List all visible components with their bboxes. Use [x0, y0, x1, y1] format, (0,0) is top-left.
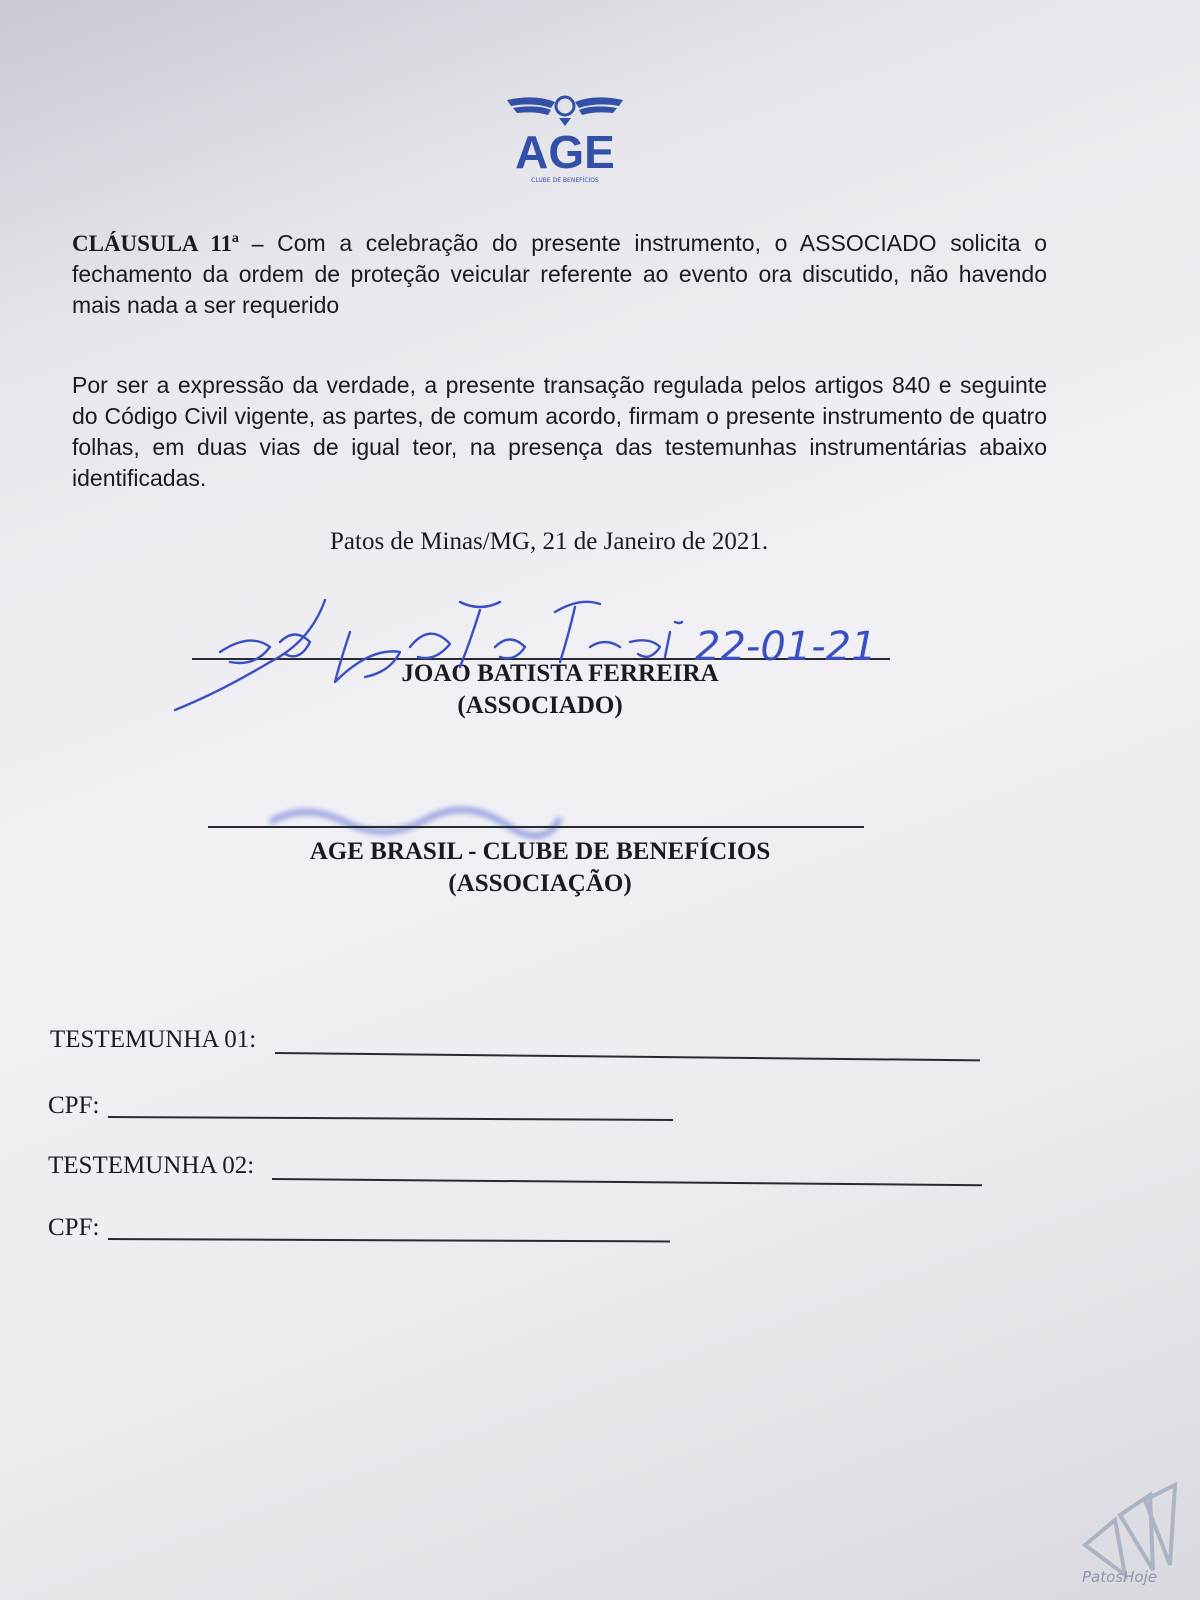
clause-label-wrap	[72, 231, 263, 256]
associacao-name: AGE BRASIL - CLUBE DE BENEFÍCIOS	[309, 838, 771, 865]
associacao-role: (ASSOCIAÇÃO)	[448, 870, 632, 897]
logo-tagline: CLUBE DE BENEFÍCIOS	[531, 177, 599, 184]
clause-11	[72, 228, 1047, 321]
witness-02-line[interactable]	[272, 1178, 982, 1186]
associado-name: JOAO BATISTA FERREIRA	[401, 660, 719, 687]
witness-02-cpf-line[interactable]	[108, 1238, 670, 1242]
associado-role: (ASSOCIADO)	[457, 692, 623, 719]
witness-01-line[interactable]	[275, 1052, 980, 1061]
age-logo	[485, 88, 645, 188]
witness-02-label: TESTEMUNHA 02:	[48, 1152, 255, 1179]
handwritten-signature	[160, 592, 920, 722]
place-date: Patos de Minas/MG, 21 de Janeiro de 2021.	[330, 528, 769, 555]
witness-01-label: TESTEMUNHA 01:	[50, 1026, 257, 1053]
closing-paragraph: Por ser a expressão da verdade, a presente transação regulada pelos artigos 840 e seguinte do Código Civil vigente, as partes, de comum acordo, firmam o presente instrumento de quatro folhas, em duas vias de igual teor, na presença das testemunhas instrumentárias abaixo identificadas.	[72, 372, 1047, 491]
clause-label: CLÁUSULA 11ª –	[72, 231, 264, 256]
handwritten-date: 22-01-21	[695, 624, 877, 670]
clause-body: Com a celebração do presente instrumento, o ASSOCIADO solicita o fechamento da ordem de proteção veicular referente ao evento ora discutido, não havendo mais nada a ser requerido	[72, 230, 1047, 318]
signature-line-associacao	[208, 826, 864, 828]
witness-01-cpf-label: CPF:	[48, 1092, 100, 1119]
watermark-text: PatosHoje	[1082, 1568, 1157, 1586]
blurred-signature	[265, 792, 565, 842]
witness-01-cpf-line[interactable]	[108, 1116, 673, 1121]
logo-text: AGE	[515, 126, 615, 178]
witness-02-cpf-label: CPF:	[48, 1214, 100, 1241]
